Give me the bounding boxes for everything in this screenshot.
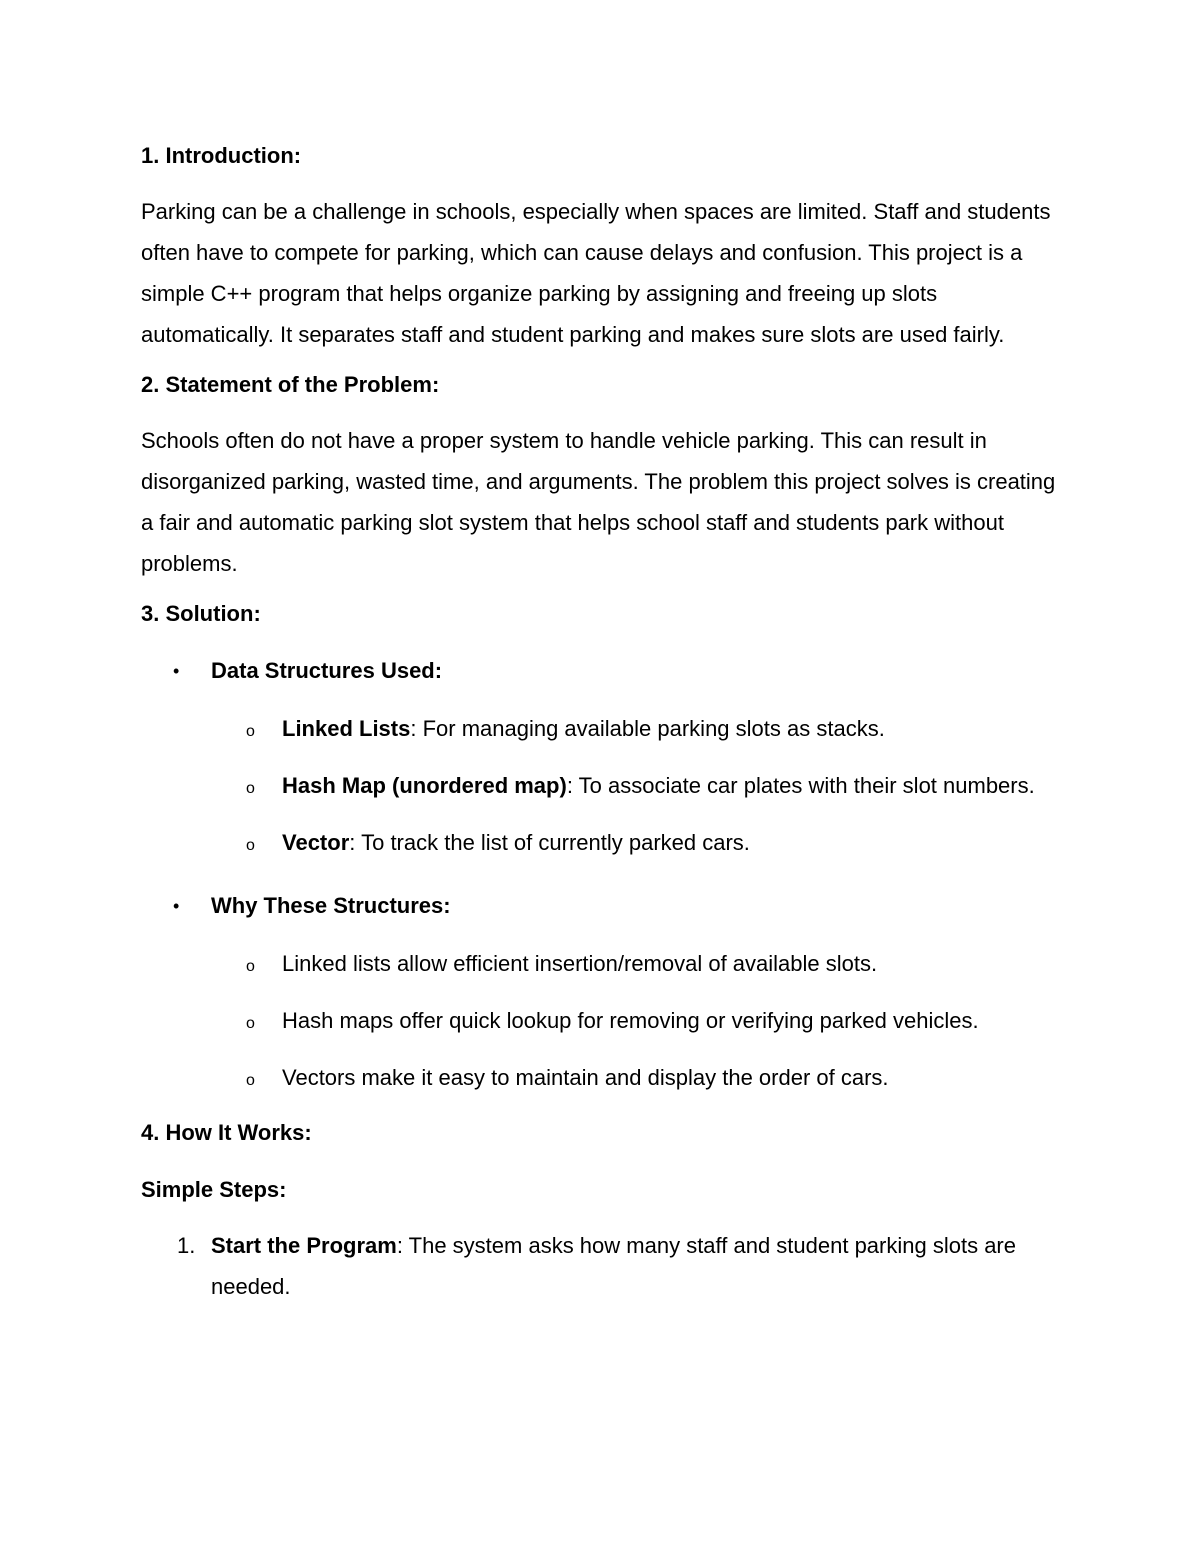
how-heading: 4. How It Works: [141,1120,312,1145]
bullet-marker: • [173,896,180,916]
intro-paragraph: Parking can be a challenge in schools, especially when spaces are limited. Staff and students often have to compete for parking, which can cause delays and confusion. This project is a simple C++ program that helps organize parking by assigning and freeing up slots automatically. It separates staff and student parking and makes sure slots are used fairly. [141,199,1051,347]
why-structures-sub-list [141,943,1056,1098]
step-number: 1. [177,1233,196,1258]
data-structures-sub-list [141,708,1056,863]
sub-item-vector [141,822,1056,863]
sub-item-text: Linked lists allow efficient insertion/removal of available slots. [282,951,878,976]
sub-item-text: : To associate car plates with their slot numbers. [566,773,1035,798]
problem-paragraph: Schools often do not have a proper system to handle vehicle parking. This can result in disorganized parking, wasted time, and arguments. The problem this project solves is creating a fair and automatic parking slot system that helps school staff and students park without problems. [141,428,1056,576]
step-term: Start the Program [211,1233,397,1258]
sub-item-linked-lists [141,708,1056,749]
sub-item-text: Hash maps offer quick lookup for removing or verifying parked vehicles. [282,1008,979,1033]
solution-bullet-list [141,656,1056,1098]
bullet-label: Why These Structures: [211,893,451,918]
sub-item-hash-map [141,765,1056,806]
document-content [141,141,1056,1307]
sub-item-text: : For managing available parking slots as stacks. [410,716,885,741]
sub-item-text: Vectors make it easy to maintain and display the order of cars. [282,1065,889,1090]
steps-list [141,1225,1056,1307]
step-item [141,1225,1056,1307]
sub-marker: o [246,723,255,740]
step-text: : The system asks how many staff and student parking slots are needed. [211,1233,1016,1299]
bullet-data-structures [141,656,1056,863]
sub-item-why-hash-maps [141,1000,1056,1041]
bullet-why-structures [141,891,1056,1098]
intro-heading: 1. Introduction: [141,143,302,168]
sub-marker: o [246,837,255,854]
sub-marker: o [246,958,255,975]
bullet-marker: • [173,661,180,681]
sub-item-why-vectors [141,1057,1056,1098]
solution-heading: 3. Solution: [141,601,261,626]
sub-item-term: Vector [282,830,350,855]
sub-marker: o [246,780,255,797]
bullet-label: Data Structures Used: [211,658,443,683]
sub-item-text: : To track the list of currently parked cars. [349,830,750,855]
sub-item-term: Linked Lists [282,716,411,741]
sub-item-why-linked-lists [141,943,1056,984]
problem-heading: 2. Statement of the Problem: [141,372,440,397]
how-subheading: Simple Steps: [141,1177,287,1202]
sub-marker: o [246,1015,255,1032]
sub-item-term: Hash Map (unordered map) [282,773,567,798]
sub-marker: o [246,1072,255,1089]
